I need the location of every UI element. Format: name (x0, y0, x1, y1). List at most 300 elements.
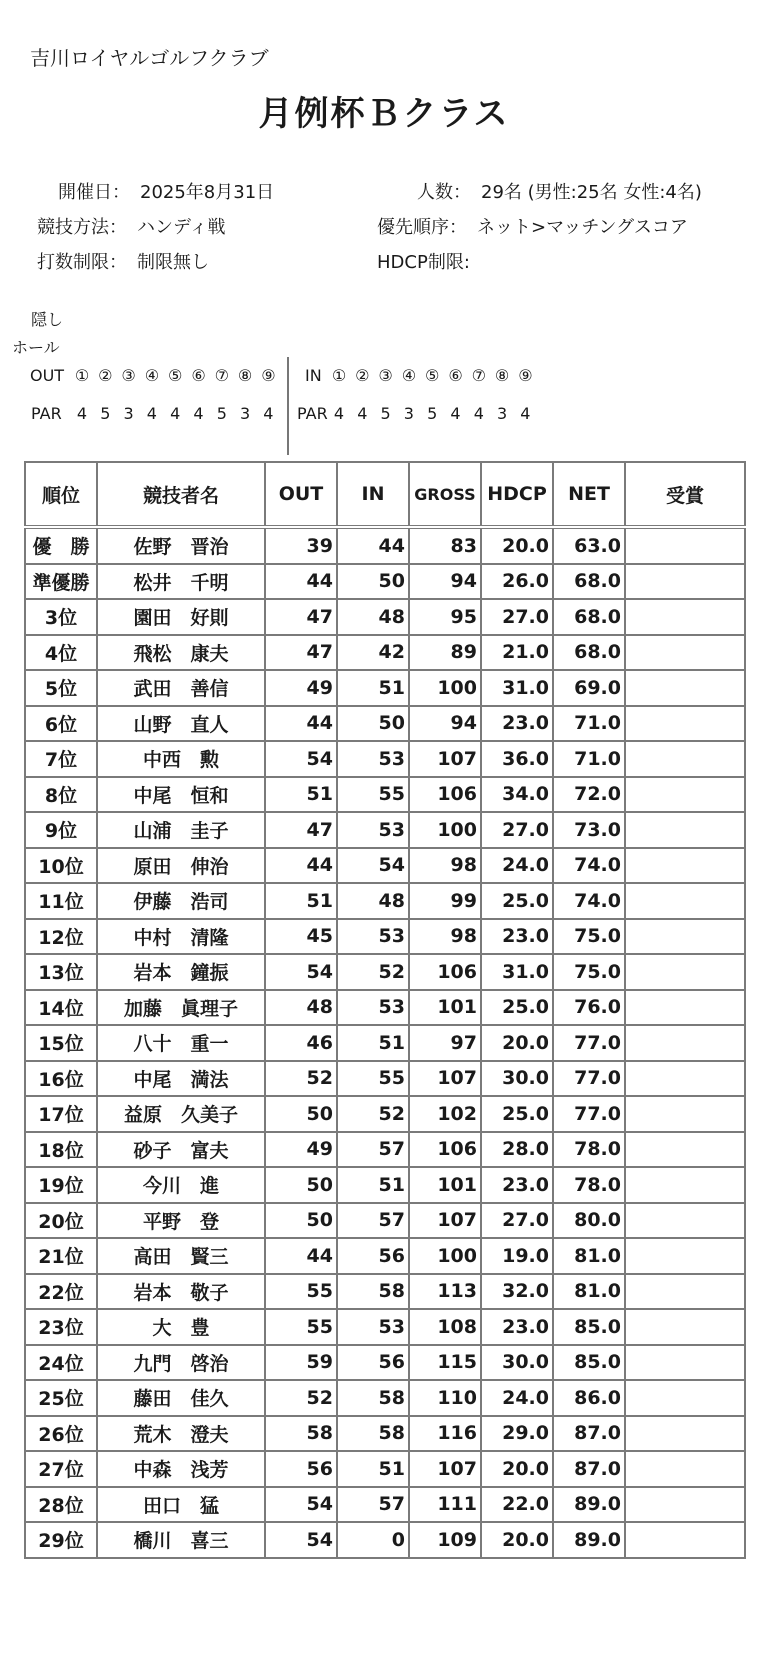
table-row (25, 1345, 745, 1381)
hdcp-cell: 24.0 (481, 848, 553, 884)
net-cell: 76.0 (553, 990, 625, 1026)
in-score-cell: 55 (337, 777, 409, 813)
count-label: 人数： (417, 182, 471, 203)
award-cell (625, 954, 745, 990)
out-score-cell: 49 (265, 1132, 337, 1168)
out-score-cell: 50 (265, 1203, 337, 1239)
col-name: 競技者名 (97, 462, 265, 527)
in-label: IN (305, 366, 322, 385)
net-cell: 87.0 (553, 1416, 625, 1452)
name-cell: 原田 伸治 (97, 848, 265, 884)
rank-cell: 6位 (25, 706, 97, 742)
name-cell: 佐野 晋治 (97, 527, 265, 564)
award-cell (625, 1203, 745, 1239)
out-marks-cell: ⑤ (168, 366, 183, 385)
net-cell: 72.0 (553, 777, 625, 813)
table-row (25, 1522, 745, 1558)
out-marks-cell: ② (98, 366, 113, 385)
name-cell: 山野 直人 (97, 706, 265, 742)
participant-count (417, 178, 702, 204)
rank-cell: 優 勝 (25, 527, 97, 564)
name-cell: 中尾 恒和 (97, 777, 265, 813)
rank-cell: 27位 (25, 1451, 97, 1487)
net-cell: 81.0 (553, 1274, 625, 1310)
gross-cell: 116 (409, 1416, 481, 1452)
out-score-cell: 44 (265, 706, 337, 742)
name-cell: 中村 清隆 (97, 919, 265, 955)
table-row (25, 848, 745, 884)
table-row (25, 1274, 745, 1310)
award-cell (625, 883, 745, 919)
gross-cell: 107 (409, 1203, 481, 1239)
out-score-cell: 45 (265, 919, 337, 955)
table-row (25, 1451, 745, 1487)
hdcp-cell: 30.0 (481, 1345, 553, 1381)
method-label: 競技方法： (37, 217, 127, 238)
par-row (0, 404, 768, 430)
gross-cell: 100 (409, 670, 481, 706)
rank-cell: 5位 (25, 670, 97, 706)
hdcp-cell: 32.0 (481, 1274, 553, 1310)
out-score-cell: 54 (265, 1487, 337, 1523)
in-score-cell: 48 (337, 883, 409, 919)
in-par-cell: 4 (357, 404, 368, 423)
award-cell (625, 848, 745, 884)
rank-cell: 12位 (25, 919, 97, 955)
hdcp-cell: 21.0 (481, 635, 553, 671)
net-cell: 63.0 (553, 527, 625, 564)
par-label-out: PAR (31, 404, 62, 423)
gross-cell: 101 (409, 990, 481, 1026)
net-cell: 77.0 (553, 1096, 625, 1132)
in-par-cell: 3 (497, 404, 508, 423)
name-cell: 平野 登 (97, 1203, 265, 1239)
table-row (25, 670, 745, 706)
col-gross: GROSS (409, 462, 481, 527)
hdcp-cell: 30.0 (481, 1061, 553, 1097)
net-cell: 68.0 (553, 635, 625, 671)
table-row (25, 1416, 745, 1452)
hdcp-cell: 26.0 (481, 564, 553, 600)
in-par-cell: 4 (450, 404, 461, 423)
out-score-cell: 59 (265, 1345, 337, 1381)
award-cell (625, 741, 745, 777)
hdcp-limit (377, 248, 470, 274)
gross-cell: 83 (409, 527, 481, 564)
rank-cell: 8位 (25, 777, 97, 813)
hdcp-cell: 27.0 (481, 599, 553, 635)
out-score-cell: 44 (265, 564, 337, 600)
out-marks-cell: ⑥ (191, 366, 206, 385)
name-cell: 高田 賢三 (97, 1238, 265, 1274)
out-marks-cell: ③ (121, 366, 136, 385)
award-cell (625, 1522, 745, 1558)
net-cell: 89.0 (553, 1487, 625, 1523)
rank-cell: 26位 (25, 1416, 97, 1452)
hidden-holes-label-2: ホール (12, 338, 60, 357)
in-par-cell: 5 (427, 404, 438, 423)
rank-cell: 24位 (25, 1345, 97, 1381)
out-score-cell: 58 (265, 1416, 337, 1452)
net-cell: 71.0 (553, 706, 625, 742)
hdcp-cell: 31.0 (481, 670, 553, 706)
out-par-cell: 3 (240, 404, 251, 423)
out-score-cell: 56 (265, 1451, 337, 1487)
award-cell (625, 1025, 745, 1061)
name-cell: 武田 善信 (97, 670, 265, 706)
out-score-cell: 48 (265, 990, 337, 1026)
rank-cell: 20位 (25, 1203, 97, 1239)
table-row (25, 564, 745, 600)
stroke-limit (37, 248, 209, 274)
event-date (58, 178, 274, 204)
in-score-cell: 50 (337, 564, 409, 600)
out-score-cell: 47 (265, 812, 337, 848)
award-cell (625, 706, 745, 742)
award-cell (625, 1487, 745, 1523)
name-cell: 飛松 康夫 (97, 635, 265, 671)
gross-cell: 109 (409, 1522, 481, 1558)
in-score-cell: 53 (337, 990, 409, 1026)
rank-cell: 9位 (25, 812, 97, 848)
name-cell: 荒木 澄夫 (97, 1416, 265, 1452)
gross-cell: 106 (409, 954, 481, 990)
net-cell: 73.0 (553, 812, 625, 848)
out-par-cell: 4 (146, 404, 157, 423)
net-cell: 74.0 (553, 883, 625, 919)
rank-cell: 14位 (25, 990, 97, 1026)
in-score-cell: 51 (337, 670, 409, 706)
table-row (25, 883, 745, 919)
award-cell (625, 599, 745, 635)
gross-cell: 107 (409, 1451, 481, 1487)
rank-cell: 10位 (25, 848, 97, 884)
out-marks-cell: ④ (144, 366, 160, 385)
hdcp-cell: 22.0 (481, 1487, 553, 1523)
gross-cell: 111 (409, 1487, 481, 1523)
gross-cell: 107 (409, 741, 481, 777)
col-hdcp: HDCP (481, 462, 553, 527)
hdcp-cell: 29.0 (481, 1416, 553, 1452)
priority-value: ネット>マッチングスコア (477, 217, 688, 238)
out-marks-cell: ⑨ (261, 366, 276, 385)
name-cell: 藤田 佳久 (97, 1380, 265, 1416)
name-cell: 田口 猛 (97, 1487, 265, 1523)
hidden-holes-label: 隠し (31, 310, 64, 329)
par-label-in: PAR (297, 404, 328, 423)
date-value: 2025年8月31日 (140, 182, 275, 203)
out-marks-cell: ⑧ (237, 366, 253, 385)
out-score-cell: 44 (265, 848, 337, 884)
in-marks-cell: ② (355, 366, 370, 385)
table-row (25, 812, 745, 848)
in-score-cell: 50 (337, 706, 409, 742)
table-row (25, 1096, 745, 1132)
gross-cell: 110 (409, 1380, 481, 1416)
hidden-holes-row (0, 366, 768, 392)
in-score-cell: 42 (337, 635, 409, 671)
in-marks-cell: ⑤ (425, 366, 440, 385)
out-score-cell: 54 (265, 1522, 337, 1558)
table-row (25, 1380, 745, 1416)
out-score-cell: 46 (265, 1025, 337, 1061)
col-out: OUT (265, 462, 337, 527)
in-score-cell: 53 (337, 919, 409, 955)
name-cell: 九門 啓治 (97, 1345, 265, 1381)
count-value: 29名 (男性:25名 女性:4名) (481, 182, 702, 203)
net-cell: 80.0 (553, 1203, 625, 1239)
in-score-cell: 51 (337, 1451, 409, 1487)
in-score-cell: 51 (337, 1167, 409, 1203)
rank-cell: 28位 (25, 1487, 97, 1523)
in-score-cell: 57 (337, 1487, 409, 1523)
hdcp-cell: 23.0 (481, 706, 553, 742)
in-marks-cell: ⑦ (471, 366, 486, 385)
out-par-cell: 3 (123, 404, 134, 423)
out-score-cell: 54 (265, 741, 337, 777)
gross-cell: 101 (409, 1167, 481, 1203)
method-value: ハンディ戦 (137, 217, 226, 238)
table-row (25, 527, 745, 564)
rank-cell: 3位 (25, 599, 97, 635)
in-score-cell: 58 (337, 1380, 409, 1416)
hdcp-cell: 25.0 (481, 990, 553, 1026)
out-score-cell: 50 (265, 1096, 337, 1132)
gross-cell: 97 (409, 1025, 481, 1061)
in-par-cell: 4 (520, 404, 531, 423)
hdcp-limit-label: HDCP制限: (377, 252, 470, 273)
hdcp-cell: 25.0 (481, 1096, 553, 1132)
name-cell: 今川 進 (97, 1167, 265, 1203)
name-cell: 岩本 敬子 (97, 1274, 265, 1310)
rank-cell: 16位 (25, 1061, 97, 1097)
in-score-cell: 54 (337, 848, 409, 884)
award-cell (625, 670, 745, 706)
net-cell: 77.0 (553, 1061, 625, 1097)
out-score-cell: 54 (265, 954, 337, 990)
table-row (25, 1061, 745, 1097)
award-cell (625, 812, 745, 848)
out-par-cell: 4 (170, 404, 181, 423)
name-cell: 山浦 圭子 (97, 812, 265, 848)
in-par-cell: 4 (333, 404, 345, 423)
out-score-cell: 47 (265, 635, 337, 671)
table-row (25, 741, 745, 777)
limit-label: 打数制限： (37, 252, 127, 273)
out-score-cell: 52 (265, 1061, 337, 1097)
hdcp-cell: 20.0 (481, 527, 553, 564)
out-score-cell: 51 (265, 777, 337, 813)
in-score-cell: 52 (337, 954, 409, 990)
out-par-cell: 4 (193, 404, 204, 423)
priority-label: 優先順序： (377, 217, 467, 238)
award-cell (625, 1274, 745, 1310)
name-cell: 益原 久美子 (97, 1096, 265, 1132)
net-cell: 85.0 (553, 1309, 625, 1345)
table-row (25, 990, 745, 1026)
net-cell: 75.0 (553, 954, 625, 990)
net-cell: 74.0 (553, 848, 625, 884)
in-score-cell: 52 (337, 1096, 409, 1132)
out-in-divider (287, 357, 289, 455)
hdcp-cell: 20.0 (481, 1025, 553, 1061)
rank-cell: 18位 (25, 1132, 97, 1168)
competition-method (37, 213, 226, 239)
col-award: 受賞 (625, 462, 745, 527)
rank-cell: 15位 (25, 1025, 97, 1061)
hdcp-cell: 25.0 (481, 883, 553, 919)
hdcp-cell: 34.0 (481, 777, 553, 813)
in-score-cell: 0 (337, 1522, 409, 1558)
name-cell: 八十 重一 (97, 1025, 265, 1061)
table-row (25, 1238, 745, 1274)
gross-cell: 100 (409, 812, 481, 848)
table-row (25, 1487, 745, 1523)
net-cell: 86.0 (553, 1380, 625, 1416)
award-cell (625, 635, 745, 671)
gross-cell: 108 (409, 1309, 481, 1345)
net-cell: 89.0 (553, 1522, 625, 1558)
name-cell: 橋川 喜三 (97, 1522, 265, 1558)
out-score-cell: 55 (265, 1274, 337, 1310)
award-cell (625, 990, 745, 1026)
in-par-cell: 4 (473, 404, 484, 423)
results-table (24, 461, 746, 1559)
award-cell (625, 527, 745, 564)
award-cell (625, 1132, 745, 1168)
out-score-cell: 39 (265, 527, 337, 564)
name-cell: 加藤 眞理子 (97, 990, 265, 1026)
out-score-cell: 51 (265, 883, 337, 919)
out-score-cell: 44 (265, 1238, 337, 1274)
out-score-cell: 50 (265, 1167, 337, 1203)
gross-cell: 94 (409, 706, 481, 742)
gross-cell: 113 (409, 1274, 481, 1310)
rank-cell: 準優勝 (25, 564, 97, 600)
in-score-cell: 53 (337, 812, 409, 848)
hdcp-cell: 36.0 (481, 741, 553, 777)
award-cell (625, 1167, 745, 1203)
col-net: NET (553, 462, 625, 527)
net-cell: 81.0 (553, 1238, 625, 1274)
in-score-cell: 56 (337, 1345, 409, 1381)
net-cell: 85.0 (553, 1345, 625, 1381)
in-score-cell: 51 (337, 1025, 409, 1061)
table-row (25, 1132, 745, 1168)
out-par-cell: 4 (263, 404, 274, 423)
gross-cell: 115 (409, 1345, 481, 1381)
in-par-cell: 5 (380, 404, 391, 423)
table-row (25, 919, 745, 955)
hdcp-cell: 23.0 (481, 1167, 553, 1203)
in-score-cell: 57 (337, 1132, 409, 1168)
col-in: IN (337, 462, 409, 527)
table-header-row (25, 462, 745, 527)
award-cell (625, 1416, 745, 1452)
limit-value: 制限無し (137, 252, 209, 273)
rank-cell: 7位 (25, 741, 97, 777)
in-marks-cell: ① (331, 366, 347, 385)
in-score-cell: 48 (337, 599, 409, 635)
gross-cell: 106 (409, 1132, 481, 1168)
award-cell (625, 919, 745, 955)
hdcp-cell: 31.0 (481, 954, 553, 990)
out-par-cell: 4 (76, 404, 88, 423)
in-score-cell: 53 (337, 741, 409, 777)
name-cell: 中西 勲 (97, 741, 265, 777)
net-cell: 68.0 (553, 599, 625, 635)
net-cell: 78.0 (553, 1167, 625, 1203)
rank-cell: 17位 (25, 1096, 97, 1132)
gross-cell: 98 (409, 848, 481, 884)
hdcp-cell: 28.0 (481, 1132, 553, 1168)
in-score-cell: 53 (337, 1309, 409, 1345)
out-score-cell: 47 (265, 599, 337, 635)
award-cell (625, 1309, 745, 1345)
in-score-cell: 44 (337, 527, 409, 564)
name-cell: 中森 浅芳 (97, 1451, 265, 1487)
gross-cell: 98 (409, 919, 481, 955)
gross-cell: 106 (409, 777, 481, 813)
award-cell (625, 777, 745, 813)
hdcp-cell: 23.0 (481, 919, 553, 955)
rank-cell: 19位 (25, 1167, 97, 1203)
gross-cell: 95 (409, 599, 481, 635)
out-marks-cell: ① (74, 366, 90, 385)
table-row (25, 1203, 745, 1239)
table-row (25, 599, 745, 635)
out-marks-cell: ⑦ (214, 366, 229, 385)
col-rank: 順位 (25, 462, 97, 527)
page-title: 月例杯Ｂクラス (258, 94, 510, 134)
table-row (25, 777, 745, 813)
gross-cell: 100 (409, 1238, 481, 1274)
out-score-cell: 49 (265, 670, 337, 706)
table-row (25, 1025, 745, 1061)
net-cell: 75.0 (553, 919, 625, 955)
award-cell (625, 1096, 745, 1132)
net-cell: 78.0 (553, 1132, 625, 1168)
net-cell: 71.0 (553, 741, 625, 777)
net-cell: 87.0 (553, 1451, 625, 1487)
out-score-cell: 52 (265, 1380, 337, 1416)
name-cell: 松井 千明 (97, 564, 265, 600)
in-par-cell: 3 (403, 404, 414, 423)
club-name: 吉川ロイヤルゴルフクラブ (30, 46, 269, 70)
priority-order (377, 213, 688, 239)
table-row (25, 954, 745, 990)
award-cell (625, 564, 745, 600)
in-marks-cell: ④ (401, 366, 417, 385)
award-cell (625, 1061, 745, 1097)
out-label: OUT (30, 366, 65, 385)
out-score-cell: 55 (265, 1309, 337, 1345)
rank-cell: 21位 (25, 1238, 97, 1274)
table-row (25, 635, 745, 671)
rank-cell: 25位 (25, 1380, 97, 1416)
name-cell: 中尾 満法 (97, 1061, 265, 1097)
in-score-cell: 57 (337, 1203, 409, 1239)
hdcp-cell: 19.0 (481, 1238, 553, 1274)
name-cell: 岩本 鐘振 (97, 954, 265, 990)
hdcp-cell: 27.0 (481, 812, 553, 848)
in-marks-cell: ⑥ (448, 366, 463, 385)
net-cell: 68.0 (553, 564, 625, 600)
award-cell (625, 1238, 745, 1274)
rank-cell: 22位 (25, 1274, 97, 1310)
name-cell: 砂子 富夫 (97, 1132, 265, 1168)
name-cell: 大 豊 (97, 1309, 265, 1345)
